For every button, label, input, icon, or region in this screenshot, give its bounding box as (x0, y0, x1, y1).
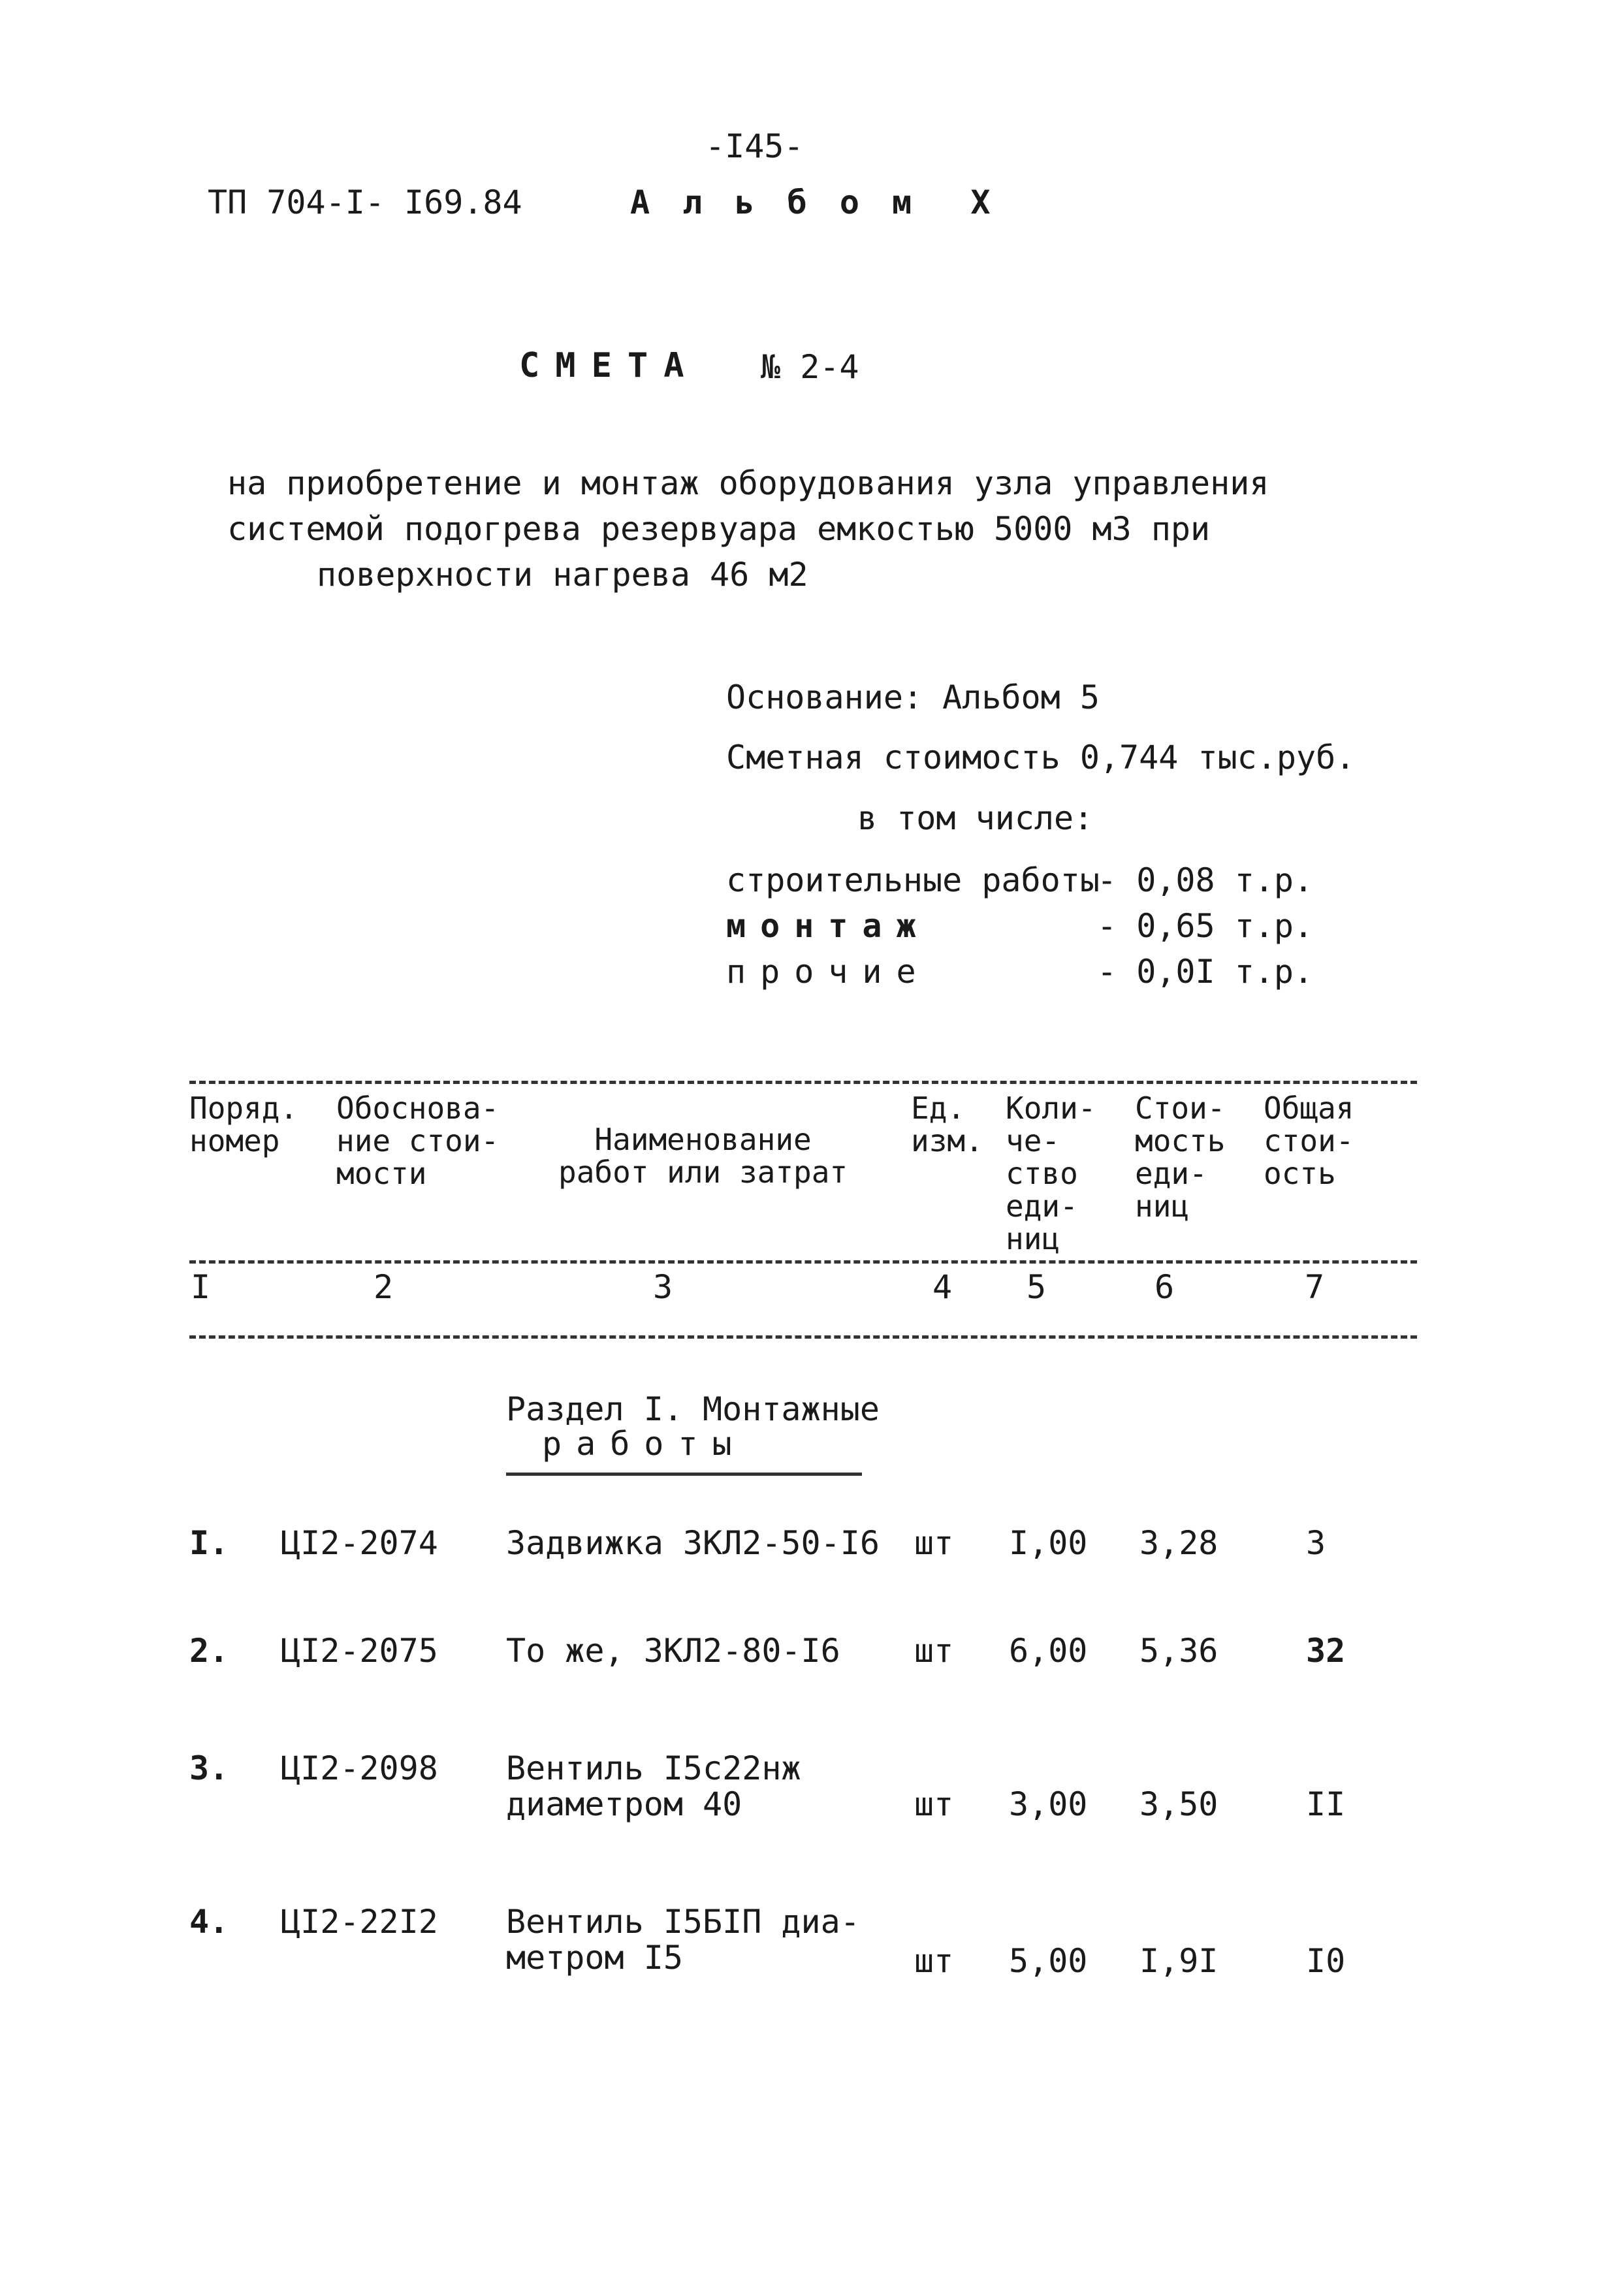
row-code: ЦI2-2098 (281, 1749, 438, 1787)
row-number: 2. (189, 1632, 229, 1670)
breakdown-label: монтаж (726, 907, 931, 945)
breakdown-label: прочие (726, 953, 931, 991)
row-unit: шт (914, 1632, 954, 1670)
breakdown-value: - 0,08 т.р. (1097, 861, 1314, 899)
column-number: 7 (1305, 1268, 1325, 1306)
row-unit: шт (914, 1524, 954, 1562)
subtitle-line-3: поверхности нагрева 46 м2 (317, 556, 808, 594)
row-code: ЦI2-2075 (281, 1632, 438, 1670)
document-code: ТП 704-I- I69.84 (208, 183, 522, 221)
column-number: 3 (653, 1268, 673, 1306)
column-number: I (191, 1268, 211, 1306)
document-title-number: № 2-4 (761, 348, 859, 386)
subtitle-line-2: системой подогрева резервуара емкостью 5000 м3 при (227, 510, 1211, 548)
row-unit: шт (914, 1785, 954, 1823)
section-title-2: работы (542, 1425, 746, 1463)
row-unit-cost: 3,50 (1139, 1785, 1218, 1823)
including-label: в том числе: (857, 799, 1094, 837)
row-unit-cost: I,9I (1139, 1942, 1218, 1980)
column-header-unit-cost: Стои- мость еди- ниц (1135, 1091, 1226, 1224)
column-number: 6 (1154, 1268, 1175, 1306)
column-header-total-cost: Общая стои- ость (1264, 1091, 1354, 1191)
basis: Основание: Альбом 5 (726, 678, 1100, 716)
row-unit-cost: 5,36 (1139, 1632, 1218, 1670)
column-header-basis: Обоснова- ние стои- мости (336, 1091, 500, 1191)
column-header-number: Поряд. номер (189, 1091, 298, 1158)
row-quantity: 3,00 (1009, 1785, 1088, 1823)
row-number: 3. (189, 1749, 229, 1787)
row-quantity: 6,00 (1009, 1632, 1088, 1670)
column-header-name: Наименование работ или затрат (558, 1122, 848, 1190)
row-quantity: 5,00 (1009, 1942, 1088, 1980)
row-quantity: I,00 (1009, 1524, 1088, 1562)
row-name-continuation: диаметром 40 (506, 1785, 742, 1823)
section-title: Раздел I. Монтажные (506, 1390, 880, 1428)
column-number: 2 (374, 1268, 394, 1306)
estimated-cost: Сметная стоимость 0,744 тыс.руб. (726, 739, 1356, 776)
row-code: ЦI2-2074 (281, 1524, 438, 1562)
breakdown-value: - 0,0I т.р. (1097, 953, 1314, 991)
row-total-cost: 3 (1306, 1524, 1326, 1562)
table-header-rule (189, 1260, 1417, 1264)
row-name: То же, ЗКЛ2-80-I6 (506, 1632, 840, 1670)
page-number: -I45- (705, 127, 804, 165)
table-subheader-rule (189, 1335, 1417, 1339)
column-number: 5 (1027, 1268, 1047, 1306)
subtitle-line-1: на приобретение и монтаж оборудования узла управления (227, 464, 1269, 502)
row-unit: шт (914, 1942, 954, 1980)
row-total-cost: I0 (1306, 1942, 1346, 1980)
row-total-cost: II (1306, 1785, 1346, 1823)
row-name: Вентиль I5с22нж (506, 1749, 801, 1787)
column-header-unit: Ед. изм. (911, 1091, 983, 1158)
section-title-underline (506, 1473, 862, 1476)
table-top-rule (189, 1081, 1417, 1084)
row-name-continuation: метром I5 (506, 1939, 683, 1977)
album-label: А л ь б о м X (630, 183, 997, 221)
row-name: Вентиль I5БIП диа- (506, 1903, 860, 1941)
column-number: 4 (932, 1268, 953, 1306)
row-code: ЦI2-22I2 (281, 1903, 438, 1941)
row-total-cost: 32 (1306, 1632, 1346, 1670)
row-unit-cost: 3,28 (1139, 1524, 1218, 1562)
breakdown-value: - 0,65 т.р. (1097, 907, 1314, 945)
column-header-quantity: Коли- че- ство еди- ниц (1006, 1091, 1096, 1256)
document-title: СМЕТА (519, 346, 700, 385)
row-name: Задвижка ЗКЛ2-50-I6 (506, 1524, 880, 1562)
row-number: 4. (189, 1903, 229, 1941)
breakdown-label: строительные работы (726, 861, 1100, 899)
row-number: I. (189, 1524, 229, 1562)
